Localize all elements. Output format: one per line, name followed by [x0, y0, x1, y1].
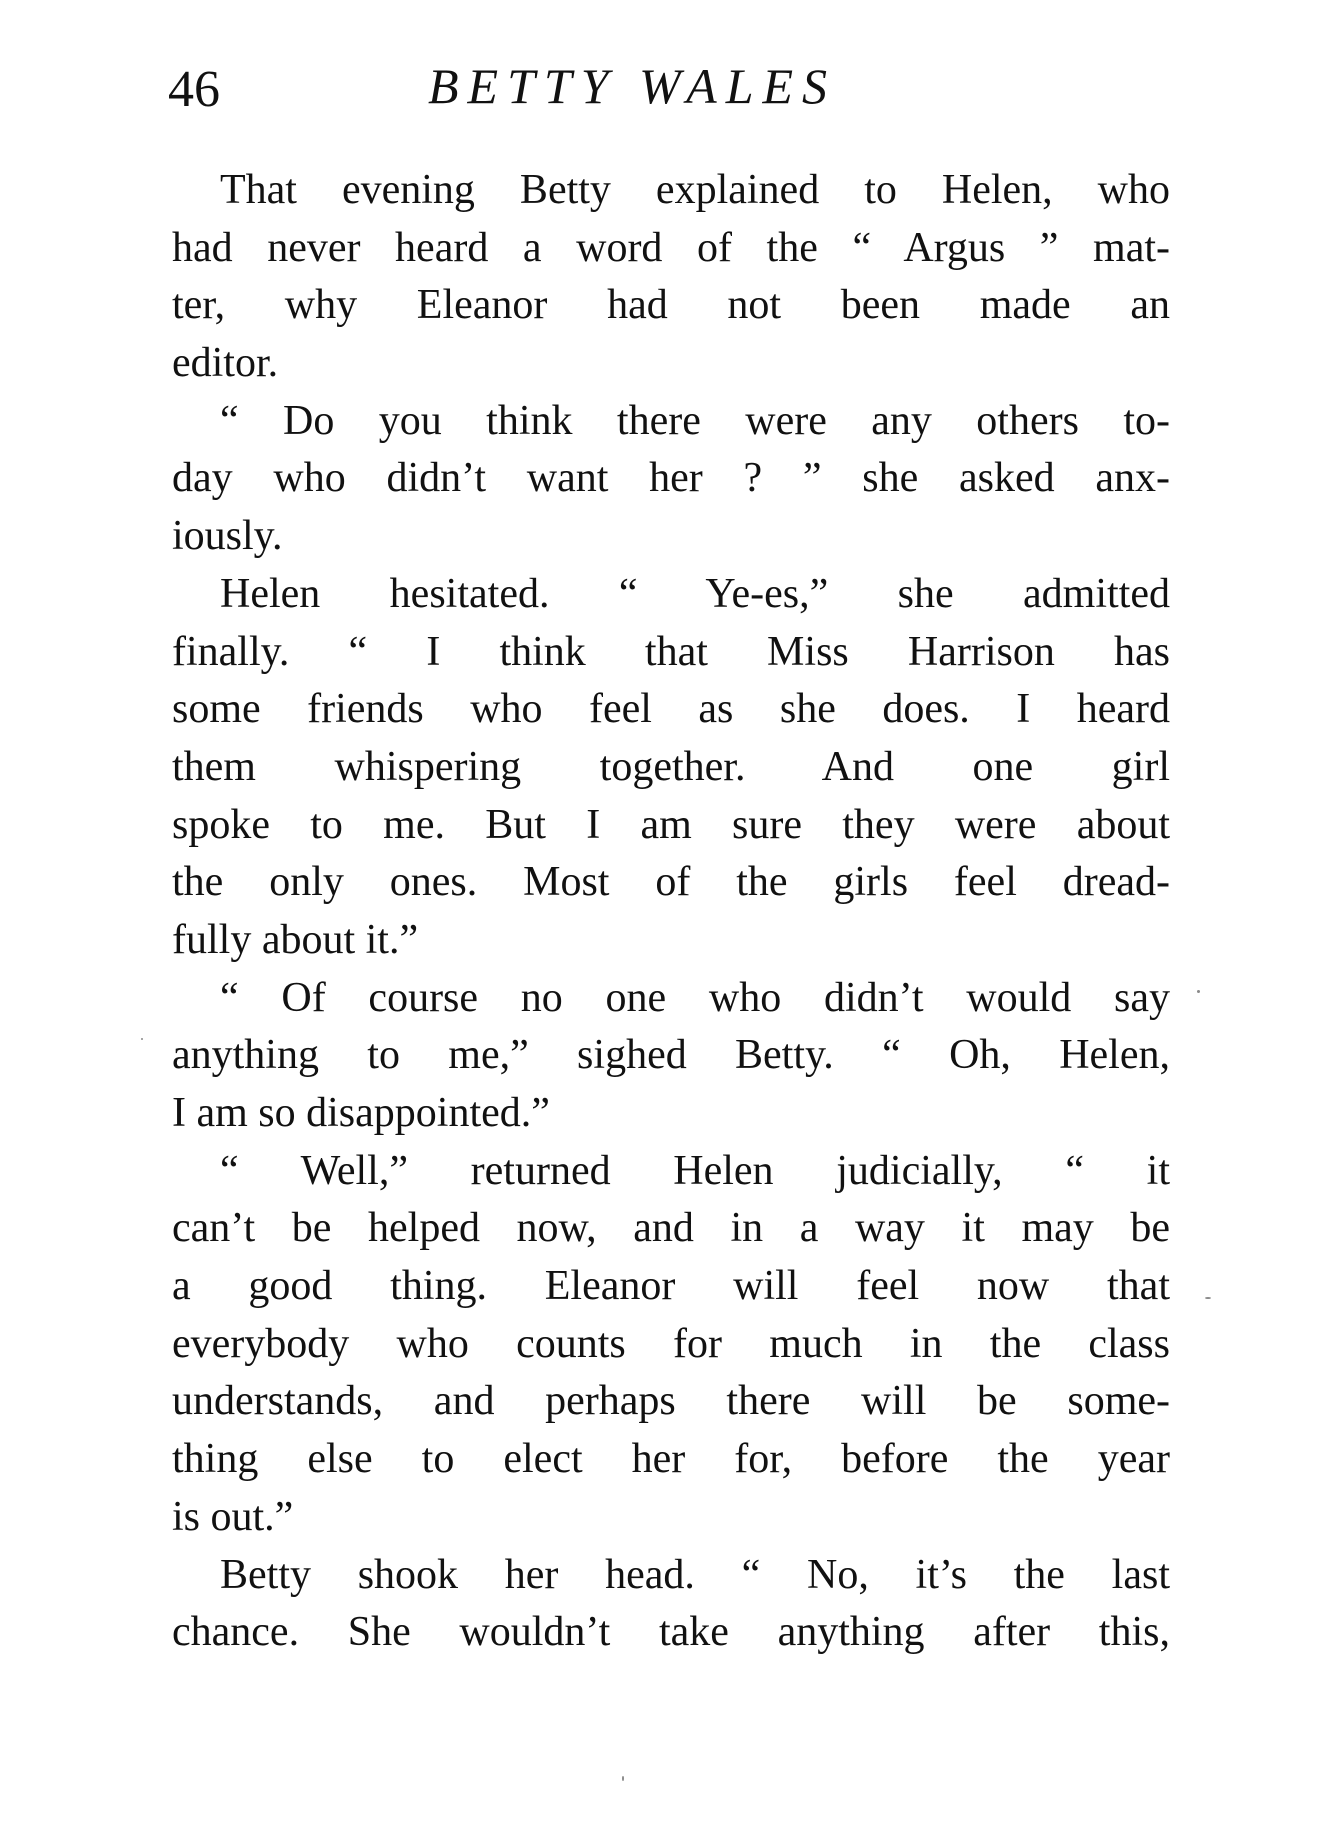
- text-line: fully about it.”: [172, 916, 419, 963]
- text-line: day who didn’t want her ? ” she asked anx-: [172, 455, 1170, 502]
- text-line: I am so disappointed.”: [172, 1090, 550, 1136]
- page-number: 46: [168, 61, 220, 118]
- paper-speck: [1197, 990, 1200, 993]
- text-line: chance. She wouldn’t take anything after this,: [172, 1609, 1170, 1656]
- paper-speck: [1205, 1297, 1211, 1299]
- running-title: BETTY WALES: [428, 58, 837, 114]
- text-line: “ Well,” returned Helen judicially, “ it: [220, 1147, 1170, 1194]
- paper-speck: [622, 1776, 624, 1781]
- body-text: [172, 162, 1170, 1662]
- text-line: a good thing. Eleanor will feel now that: [172, 1263, 1170, 1310]
- text-line: is out.”: [172, 1493, 294, 1540]
- text-line: Betty shook her head. “ No, it’s the last: [220, 1551, 1170, 1598]
- text-line: Helen hesitated. “ Ye-es,” she admitted: [220, 570, 1170, 617]
- paper-speck: [141, 1038, 143, 1040]
- page-header: [162, 52, 1172, 122]
- text-line: iously.: [172, 513, 283, 560]
- text-line: them whispering together. And one girl: [172, 743, 1170, 790]
- text-line: thing else to elect her for, before the year: [172, 1436, 1170, 1483]
- text-line: can’t be helped now, and in a way it may be: [172, 1205, 1170, 1252]
- text-line: “ Of course no one who didn’t would say: [220, 974, 1170, 1021]
- text-line: anything to me,” sighed Betty. “ Oh, Helen,: [172, 1032, 1170, 1079]
- text-line: “ Do you think there were any others to-: [220, 397, 1170, 444]
- text-line: understands, and perhaps there will be some-: [172, 1378, 1170, 1425]
- text-line: the only ones. Most of the girls feel dread-: [172, 859, 1170, 906]
- text-line: finally. “ I think that Miss Harrison has: [172, 628, 1170, 675]
- text-line: spoke to me. But I am sure they were about: [172, 801, 1170, 848]
- text-line: ter, why Eleanor had not been made an: [172, 282, 1170, 329]
- text-line: had never heard a word of the “ Argus ” mat-: [172, 224, 1170, 271]
- text-line: That evening Betty explained to Helen, who: [220, 167, 1170, 213]
- text-line: editor.: [172, 340, 279, 387]
- text-line: some friends who feel as she does. I heard: [172, 686, 1170, 733]
- text-line: everybody who counts for much in the class: [172, 1320, 1170, 1367]
